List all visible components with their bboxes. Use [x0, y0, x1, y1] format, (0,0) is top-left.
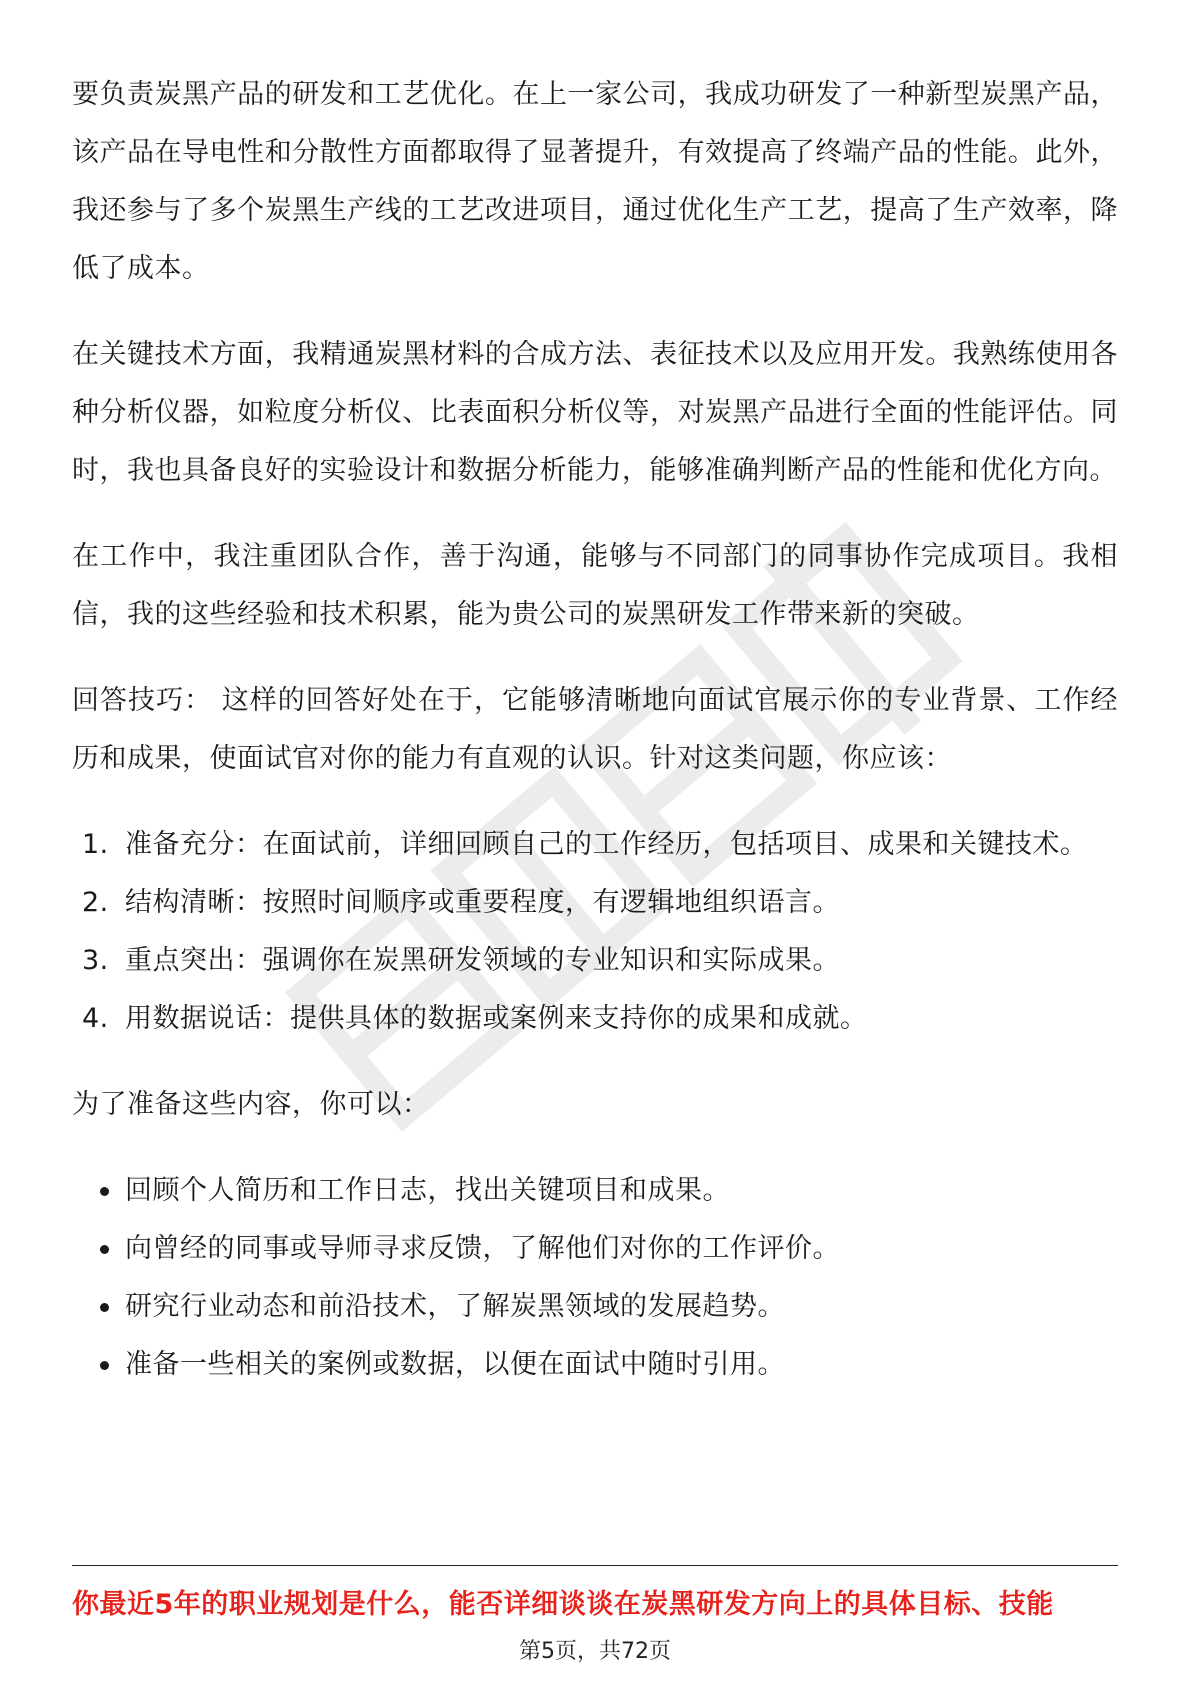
list-item-text: 重点突出：强调你在炭黑研发领域的专业知识和实际成果。 — [125, 945, 840, 976]
list-number: 2. — [82, 887, 109, 918]
list-item — [72, 932, 1118, 990]
list-item — [72, 816, 1118, 874]
list-item-text: 结构清晰：按照时间顺序或重要程度，有逻辑地组织语言。 — [125, 887, 840, 918]
list-item-text: 回顾个人简历和工作日志，找出关键项目和成果。 — [125, 1175, 730, 1206]
paragraph-experience: 要负责炭黑产品的研发和工艺优化。在上一家公司，我成功研发了一种新型炭黑产品，该产品在导电性和分散性方面都取得了显著提升，有效提高了终端产品的性能。此外，我还参与了多个炭黑生产线的工艺改进项目，通过优化生产工艺，提高了生产效率，降低了成本。 — [72, 79, 1118, 284]
bullet-icon — [100, 1361, 109, 1370]
next-question-heading: 你最近5年的职业规划是什么，能否详细谈谈在炭黑研发方向上的具体目标、技能 — [72, 1589, 1054, 1620]
bullet-icon — [100, 1303, 109, 1312]
paragraph-prep-intro: 为了准备这些内容，你可以： — [72, 1089, 430, 1120]
list-item-text: 准备充分：在面试前，详细回顾自己的工作经历，包括项目、成果和关键技术。 — [125, 829, 1088, 860]
section-divider — [72, 1565, 1118, 1566]
list-item-text: 用数据说话：提供具体的数据或案例来支持你的成果和成就。 — [125, 1003, 868, 1034]
paragraph-tips: 回答技巧： 这样的回答好处在于，它能够清晰地向面试官展示你的专业背景、工作经历和成果，使面试官对你的能力有直观的认识。针对这类问题，你应该： — [72, 685, 1118, 774]
list-number: 1. — [82, 829, 109, 860]
list-item-text: 研究行业动态和前沿技术，了解炭黑领域的发展趋势。 — [125, 1291, 785, 1322]
page-number: 第5页，共72页 — [519, 1639, 671, 1664]
bullet-list — [72, 1162, 1118, 1394]
list-item — [72, 1162, 1118, 1220]
bullet-icon — [100, 1245, 109, 1254]
list-item — [72, 1278, 1118, 1336]
paragraph-teamwork: 在工作中，我注重团队合作，善于沟通，能够与不同部门的同事协作完成项目。我相信，我的这些经验和技术积累，能为贵公司的炭黑研发工作带来新的突破。 — [72, 541, 1118, 630]
list-item — [72, 1220, 1118, 1278]
list-item-text: 准备一些相关的案例或数据，以便在面试中随时引用。 — [125, 1349, 785, 1380]
list-item — [72, 990, 1118, 1048]
list-number: 3. — [82, 945, 109, 976]
list-item — [72, 1336, 1118, 1394]
bullet-icon — [100, 1187, 109, 1196]
paragraph-key-tech: 在关键技术方面，我精通炭黑材料的合成方法、表征技术以及应用开发。我熟练使用各种分析仪器，如粒度分析仪、比表面积分析仪等，对炭黑产品进行全面的性能评估。同时，我也具备良好的实验设计和数据分析能力，能够准确判断产品的性能和优化方向。 — [72, 339, 1118, 486]
list-item-text: 向曾经的同事或导师寻求反馈，了解他们对你的工作评价。 — [125, 1233, 840, 1264]
main-content — [72, 66, 1118, 1394]
list-item — [72, 874, 1118, 932]
ordered-list — [72, 816, 1118, 1048]
list-number: 4. — [82, 1003, 109, 1034]
